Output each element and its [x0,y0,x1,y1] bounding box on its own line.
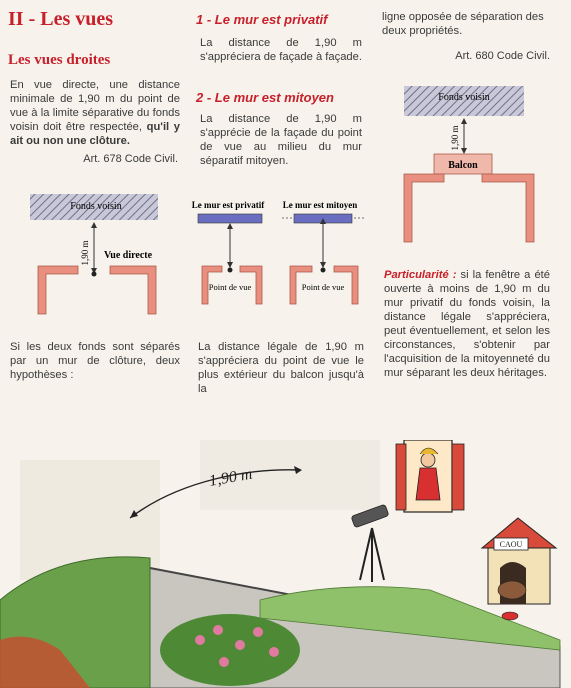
fonds-voisin-label: Fonds voisin [70,201,122,212]
mur-comparison-diagram [190,196,370,308]
distance-label-2: 1,90 m [450,125,460,151]
balcon-label: Balcon [448,160,478,171]
particularite-label: Particularité : [384,269,457,281]
intro-emphasis: qu'il y ait ou non une clôture. [10,121,181,147]
point-de-vue-label-1: Point de vue [208,282,252,292]
case2-text: La distance de 1,90 m s'apprécie de la façade du point de vue au milieu du mur séparatif mitoyen. [200,113,362,167]
right-wall [110,266,156,314]
left-wall [38,266,78,314]
intro-text: En vue directe, une distance minimale de 1,90 m du point de vue à la limite séparative du fonds voisin doit être respectée, [10,79,180,133]
fonds-voisin-label-2: Fonds voisin [438,92,490,103]
balcon-paragraph: La distance légale de 1,90 m s'appréciera du point de vue le plus extérieur du balcon jusqu'à la [198,341,364,395]
point-de-vue-label-2: Point de vue [301,282,345,292]
mur-mitoyen-label: Le mur est mitoyen [282,200,358,210]
point-de-vue-dot [92,272,97,277]
article-678-ref: Art. 678 Code Civil. [83,153,178,165]
vue-directe-label: Vue directe [104,250,153,261]
balcon-diagram [392,80,562,248]
person-figure [416,468,440,500]
case1-text: La distance de 1,90 m s'appréciera de façade à façade. [200,37,362,63]
rose-bush [160,614,300,686]
cartoon-illustration [0,440,571,688]
vue-directe-diagram [8,178,184,318]
mur-privatif-label: Le mur est privatif [191,200,265,210]
case1-title: 1 - Le mur est privatif [196,12,328,27]
illus-distance-label: 1,90 m [207,465,254,490]
continuation-paragraph: ligne opposée de séparation des deux propriétés. [382,11,544,37]
particularite-text: si la fenêtre a été ouverte à moins de 1,90 m du mur privatif du fonds voisin, la distance légale s'appréciera, peut éventuellement, et selon les circonstances, s'obtenir par l'acquisition de la mitoyenneté du mur séparant les deux héritages. [384,269,550,379]
article-680-ref: Art. 680 Code Civil. [455,50,550,62]
doghouse-sign: CAOU [499,540,523,549]
particularite-paragraph [384,268,550,380]
subsection-title: Les vues droites [8,52,111,68]
hypotheses-paragraph: Si les deux fonds sont séparés par un mur de clôture, deux hypothèses : [10,341,180,381]
intro-paragraph [10,78,180,148]
section-title: II - Les vues [8,8,114,30]
distance-label: 1,90 m [80,240,90,266]
mur-privatif-bar [198,214,262,223]
case2-title: 2 - Le mur est mitoyen [196,90,334,105]
